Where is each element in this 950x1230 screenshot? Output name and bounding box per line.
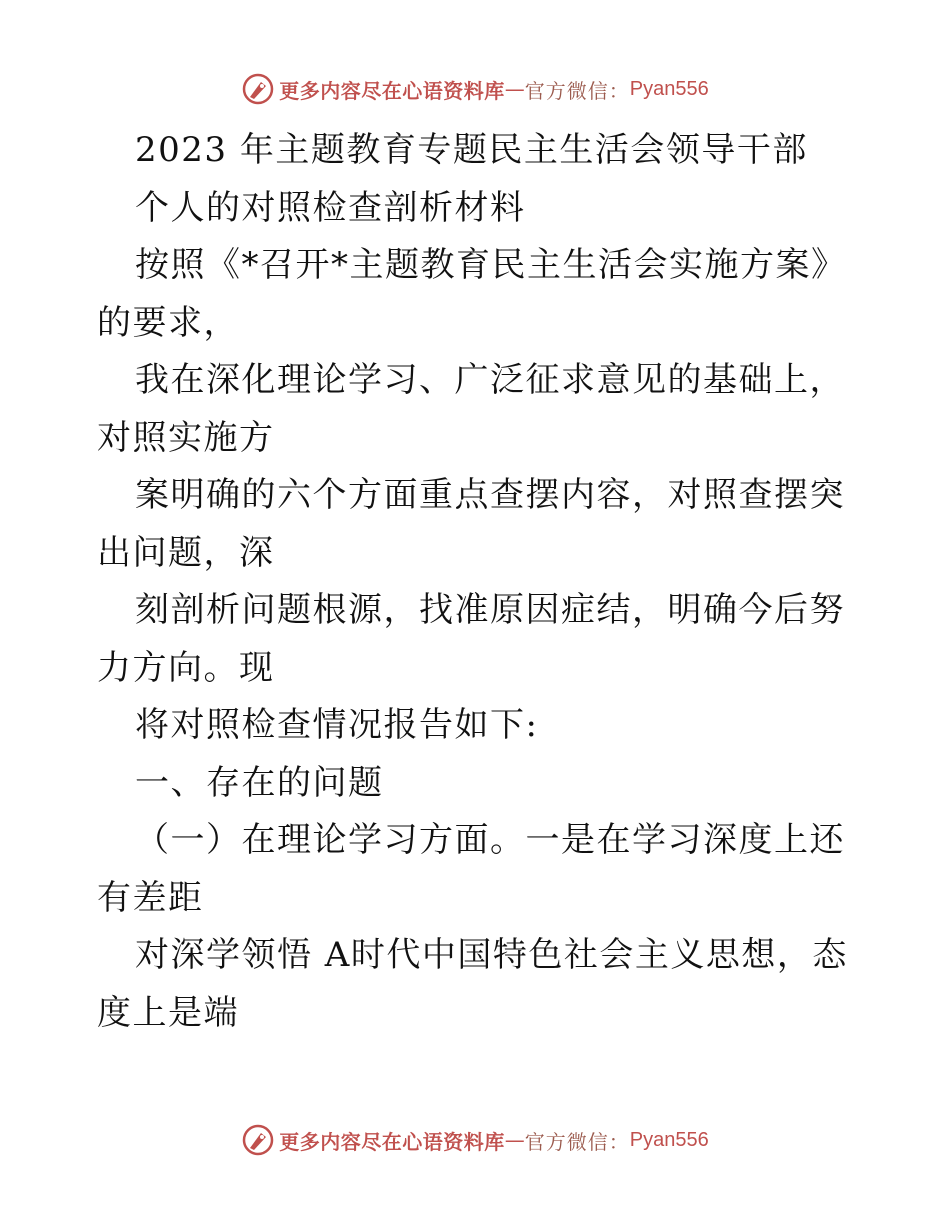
paragraph: 将对照检查情况报告如下:: [135, 705, 539, 745]
banner-main-text: 更多内容尽在心语资料库: [279, 78, 505, 103]
banner-main-text: 更多内容尽在心语资料库: [279, 1129, 505, 1154]
paragraph: 按照《*召开*主题教育民主生活会实施方案》的要求，: [97, 245, 847, 343]
paragraph-title-line-2: 个人的对照检查剖析材料: [135, 187, 526, 228]
paragraph-title-line-1: 2023 年主题教育专题民主生活会领导干部: [135, 130, 808, 170]
banner-sub-text: 官方微信：: [524, 1129, 630, 1154]
paragraph: 我在深化理论学习、广泛征求意见的基础上，对照实施方: [97, 360, 845, 458]
pen-nib-logo-icon: [241, 72, 275, 106]
paragraph: 对深学领悟 A时代中国特色社会主义思想，态度上是端: [97, 935, 848, 1033]
pen-nib-logo-icon: [241, 1123, 275, 1157]
banner-wechat-id: Pyan556: [629, 77, 709, 100]
banner-dash: —: [504, 1128, 525, 1152]
paragraph: 案明确的六个方面重点查摆内容，对照查摆突出问题，深: [97, 475, 845, 573]
paragraph: （一）在理论学习方面。一是在学习深度上还有差距: [97, 820, 845, 918]
section-heading: 一、存在的问题: [135, 762, 384, 803]
banner-wechat-id: Pyan556: [629, 1128, 709, 1151]
banner-dash: —: [504, 77, 525, 101]
document-body: [97, 122, 857, 1042]
banner-sub-text: 官方微信：: [524, 78, 630, 103]
paragraph: 刻剖析问题根源，找准原因症结，明确今后努力方向。现: [97, 590, 845, 688]
header-watermark-banner: [0, 69, 950, 109]
footer-watermark-banner: [0, 1120, 950, 1160]
